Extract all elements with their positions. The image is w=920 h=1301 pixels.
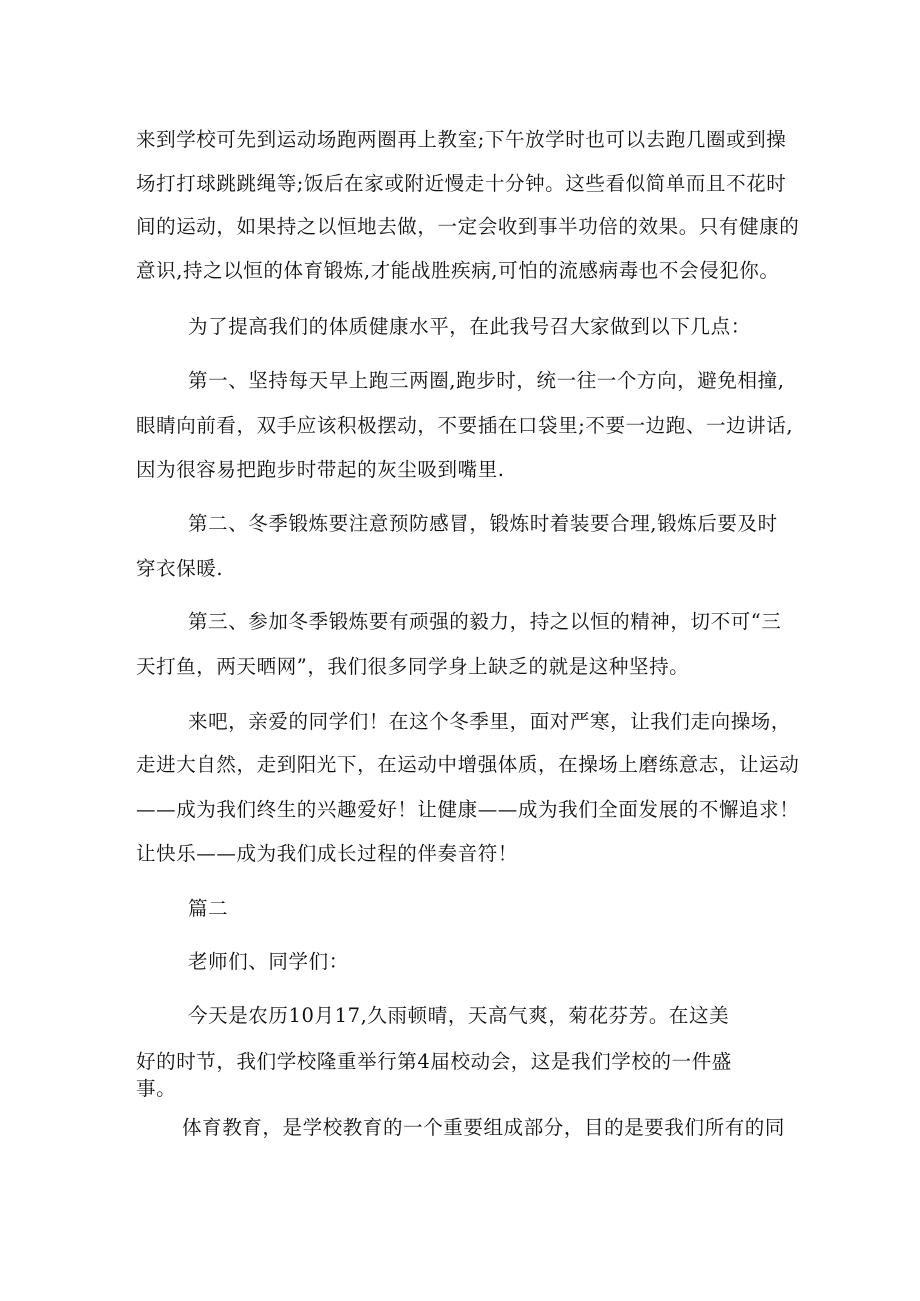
- text-line: 第三、参加冬季锻炼要有顽强的毅力，持之以恒的精神，切不可“三: [188, 610, 782, 633]
- text-line: 场打打球跳跳绳等;饭后在家或附近慢走十分钟。这些看似简单而且不花时: [136, 172, 787, 195]
- text-line: 走进大自然，走到阳光下，在运动中增强体质，在操场上磨练意志，让运动: [136, 753, 800, 776]
- text-line: 穿衣保暖.: [136, 557, 224, 580]
- text-line: 今天是农历10月17,久雨顿晴，天高气爽，菊花芬芳。在这美: [188, 1004, 730, 1027]
- text-line: 间的运动，如果持之以恒地去做，一定会收到事半功倍的效果。只有健康的: [136, 215, 800, 238]
- text-line: ——成为我们终生的兴趣爱好！让健康——成为我们全面发展的不懈追求！: [136, 798, 800, 821]
- text-line: 眼睛向前看，双手应该积极摆动，不要插在口袋里;不要一边跑、一边讲话,: [136, 414, 794, 437]
- text-line: 因为很容易把跑步时带起的灰尘吸到嘴里.: [136, 458, 505, 481]
- text-line: 让快乐——成为我们成长过程的伴奏音符！: [136, 842, 518, 865]
- text-line: 第二、冬季锻炼要注意预防感冒，锻炼时着装要合理,锻炼后要及时: [188, 512, 778, 535]
- text-line: 天打鱼，两天晒网”，我们很多同学身上缺乏的就是这种坚持。: [136, 655, 690, 678]
- text-line: 意识,持之以恒的体育锻炼,才能战胜疾病,可怕的流感病毒也不会侵犯你。: [136, 259, 780, 282]
- text-line: 为了提高我们的体质健康水平，在此我号召大家做到以下几点：: [188, 315, 751, 338]
- text-line: 好的时节，我们学校隆重举行第4届校动会，这是我们学校的一件盛: [136, 1050, 732, 1073]
- text-line: 来吧，亲爱的同学们！在这个冬季里，面对严寒，让我们走向操场，: [188, 710, 792, 733]
- text-line: 事。: [136, 1077, 177, 1100]
- text-line: 来到学校可先到运动场跑两圈再上教室;下午放学时也可以去跑几圈或到操: [136, 128, 787, 151]
- salutation: 老师们、同学们：: [188, 950, 349, 973]
- text-line: 第一、坚持每天早上跑三两圈,跑步时，统一往一个方向，避免相撞,: [188, 369, 785, 392]
- text-line: 体育教育，是学校教育的一个重要组成部分，目的是要我们所有的同: [182, 1116, 786, 1139]
- section-heading: 篇二: [188, 897, 229, 920]
